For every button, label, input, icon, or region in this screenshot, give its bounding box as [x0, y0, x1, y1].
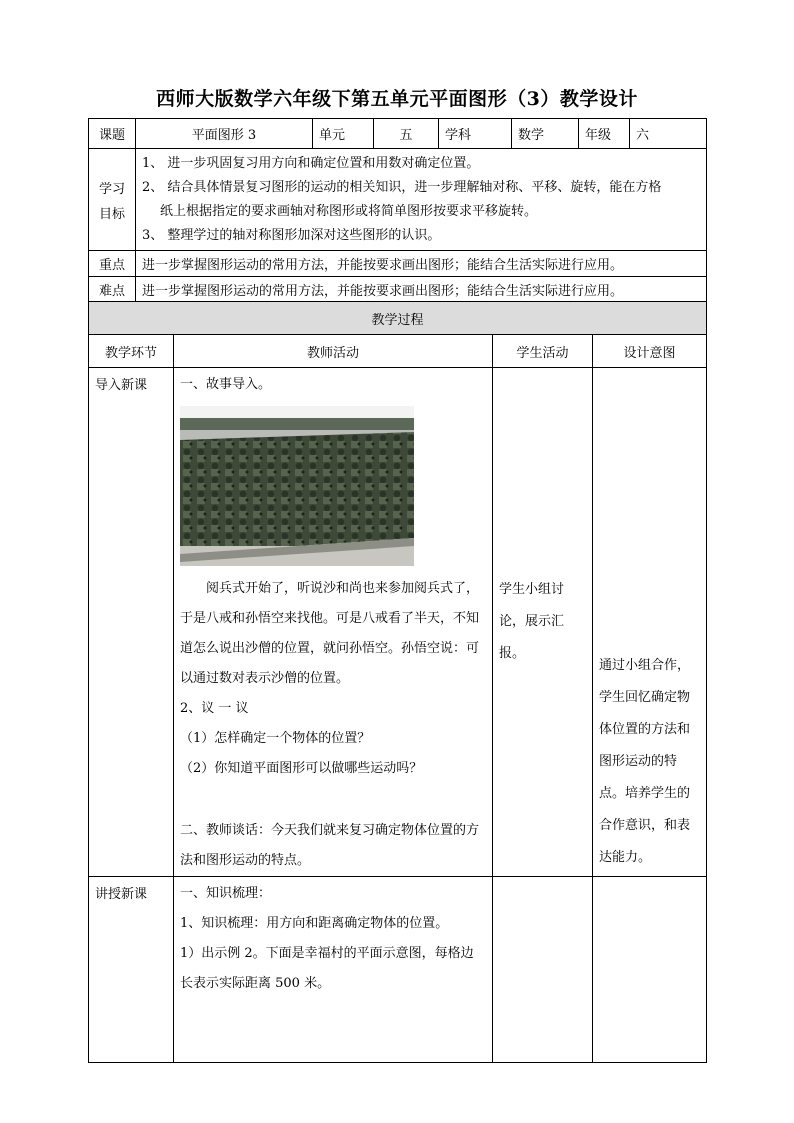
goal-item: 3、 整理学过的轴对称图形加深对这些图形的认识。	[142, 227, 441, 243]
knowledge-line-2: 1）出示例 2。下面是幸福村的平面示意图，每格边长表示实际距离 500 米。	[180, 946, 474, 991]
header-intent: 设计意图	[593, 335, 707, 368]
process-table	[88, 301, 707, 1063]
header-student: 学生活动	[493, 335, 593, 368]
knowledge-heading: 一、知识梳理：	[180, 886, 272, 901]
goals-content	[136, 149, 707, 251]
page-title: 西师大版数学六年级下第五单元平面图形（3）教学设计	[156, 88, 638, 110]
difficulty-label: 难点	[89, 277, 136, 303]
difficulty-value: 进一步掌握图形运动的常用方法，并能按要求画出图形；能结合生活实际进行应用。	[136, 277, 707, 303]
story-heading: 一、故事导入。	[180, 377, 272, 392]
teacher-talk: 二、教师谈话：今天我们就来复习确定物体位置的方法和图形运动的特点。	[180, 823, 480, 868]
unit-label: 单元	[313, 119, 374, 149]
topic-value: 平面图形 3	[136, 119, 313, 149]
info-table	[88, 118, 707, 303]
design-intent-intro: 通过小组合作，学生回忆确定物体位置的方法和图形运动的特点。培养学生的合作意识，和表达能力。	[593, 368, 707, 877]
unit-value: 五	[374, 119, 439, 149]
section-title: 教学过程	[89, 302, 707, 335]
teacher-activity-new	[174, 877, 493, 1063]
key-label: 重点	[89, 251, 136, 277]
subject-label: 学科	[439, 119, 512, 149]
parade-photo	[180, 406, 414, 566]
header-teacher: 教师活动	[174, 335, 493, 368]
goal-item: 2、 结合具体情景复习图形的运动的相关知识，进一步理解轴对称、平移、旋转，能在方格	[142, 179, 662, 195]
goals-label-line1: 学习	[98, 181, 125, 197]
teacher-activity-intro	[174, 368, 493, 877]
header-stage: 教学环节	[89, 335, 174, 368]
discuss-heading: 2、议 一 议	[180, 701, 249, 716]
question-2: （2）你知道平面图形可以做哪些运动吗？	[180, 761, 423, 776]
design-intent-new	[593, 877, 707, 1063]
student-activity-new	[493, 877, 593, 1063]
question-1: （1）怎样确定一个物体的位置？	[180, 731, 371, 746]
grade-label: 年级	[579, 119, 630, 149]
story-text: 阅兵式开始了，听说沙和尚也来参加阅兵式了，于是八戒和孙悟空来找他。可是八戒看了半天，不知道怎么说出沙僧的位置，就问孙悟空。孙悟空说：可以通过数对表示沙僧的位置。	[180, 581, 480, 686]
goal-item: 1、 进一步巩固复习用方向和确定位置和用数对确定位置。	[142, 155, 480, 171]
key-value: 进一步掌握图形运动的常用方法，并能按要求画出图形；能结合生活实际进行应用。	[136, 251, 707, 277]
stage-new: 讲授新课	[89, 877, 174, 1063]
topic-label: 课题	[89, 119, 136, 149]
goal-item: 纸上根据指定的要求画轴对称图形或将简单图形按要求平移旋转。	[160, 203, 538, 219]
goals-label	[89, 149, 136, 251]
goals-label-line2: 目标	[98, 206, 125, 222]
stage-intro: 导入新课	[89, 368, 174, 877]
knowledge-line-1: 1、知识梳理：用方向和距离确定物体的位置。	[180, 916, 449, 931]
student-activity-intro: 学生小组讨论，展示汇报。	[493, 368, 593, 877]
subject-value: 数学	[512, 119, 579, 149]
grade-value: 六	[630, 119, 707, 149]
